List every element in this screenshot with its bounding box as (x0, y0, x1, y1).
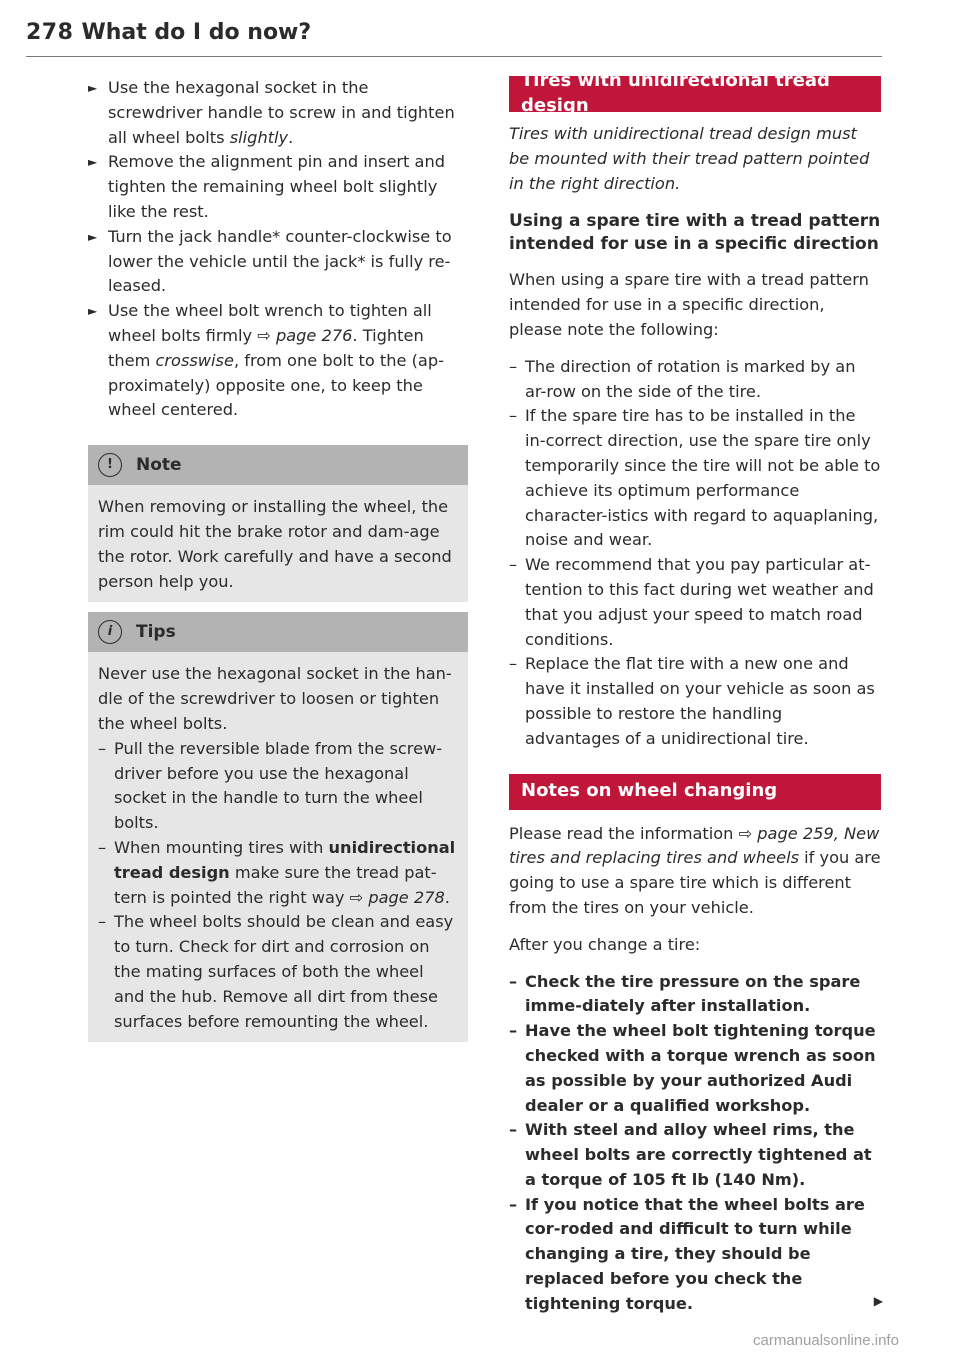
continue-arrow-icon: ▶ (873, 1293, 883, 1308)
triangle-bullet-icon: ► (88, 229, 98, 244)
note-box (88, 445, 468, 602)
page-reference-link[interactable]: ⇨ page 278 (349, 887, 445, 907)
tips-intro: Never use the hexagonal socket in the han-dle of the screwdriver to loosen or tighten the wheel bolts. (98, 664, 452, 733)
triangle-bullet-icon: ► (88, 81, 98, 95)
tips-title: Tips (136, 621, 176, 642)
list-item: – With steel and alloy wheel rims, the wheel bolts are correctly tightened at a torque of 105 ft lb (140 Nm). (509, 1120, 872, 1189)
paragraph: When using a spare tire with a tread pattern intended for use in a specific direction, please note the following: (509, 270, 869, 339)
list-item: – The direction of rotation is marked by an ar-row on the side of the tire. (509, 356, 856, 401)
note-title: Note (136, 454, 182, 475)
left-column (88, 76, 468, 1042)
note-text: When removing or installing the wheel, the rim could hit the brake rotor and dam-age the rotor. Work carefully and have a second person help you. (98, 497, 452, 591)
list-item: – If the spare tire has to be installed in the in-correct direction, use the spare tire only temporarily since the tire will not be able to achieve its optimum performance character-istics with regard to aquaplaning, noise and wear. (509, 406, 881, 550)
triangle-bullet-icon: ► (88, 155, 98, 170)
step-item: ► Remove the alignment pin and insert and tighten the remaining wheel bolt slightly like the rest. (88, 152, 446, 221)
paragraph: After you change a tire: (509, 934, 701, 954)
dash-list (509, 970, 881, 1317)
paragraph: Please read the information ⇨ page 259, New tires and replacing tires and wheels if you are going to use a spare tire which is different from the tires on your vehicle. (509, 823, 881, 917)
tips-item: – Pull the reversible blade from the screw-driver before you use the hexagonal socket in the handle to turn the wheel bolts. (98, 738, 443, 833)
list-item: – Check the tire pressure on the spare imme-diately after installation. (509, 971, 861, 1016)
page-header (26, 20, 882, 57)
triangle-bullet-icon: ► (88, 304, 98, 319)
note-body (88, 485, 468, 602)
dash-list (509, 355, 881, 752)
info-icon: i (98, 620, 122, 644)
list-item: – Replace the flat tire with a new one and have it installed on your vehicle as soon as possible to restore the handling advantages of a unidirectional tire. (509, 654, 875, 748)
chapter-title: What do I do now? (81, 20, 312, 45)
tips-body (88, 652, 468, 1042)
step-item: ► Use the hexagonal socket in the screwdriver handle to screw in and tighten all wheel bolts slightly. (88, 78, 455, 147)
section-heading-wheel-changing: Notes on wheel changing (509, 774, 881, 810)
tips-item: – The wheel bolts should be clean and easy to turn. Check for dirt and corrosion on the mating surfaces of both the wheel and the hub. Remove all dirt from these surfaces before remounting the wheel. (98, 912, 454, 1031)
list-item: – If you notice that the wheel bolts are cor-roded and difficult to turn while changing a tire, they should be replaced before you check the tightening torque. (509, 1194, 865, 1313)
step-item: ► Use the wheel bolt wrench to tighten all wheel bolts firmly ⇨ page 276. Tighten them crosswise, from one bolt to the (ap-proximately) opposite one, to keep the wheel centered. (88, 301, 444, 420)
section-intro: Tires with unidirectional tread design must be mounted with their tread pattern pointed in the right direction. (509, 124, 870, 193)
page-number: 278 (26, 20, 74, 45)
list-item: – Have the wheel bolt tightening torque checked with a torque wrench as soon as possible by your authorized Audi dealer or a qualified workshop. (509, 1021, 876, 1115)
step-item: ► Turn the jack handle* counter-clockwise to lower the vehicle until the jack* is fully re-leased. (88, 226, 452, 296)
watermark: carmanualsonline.info (753, 1332, 899, 1349)
tips-item: – When mounting tires with unidirectional tread design make sure the tread pat-tern is pointed the right way ⇨ page 278. (98, 837, 456, 907)
tips-box (88, 612, 468, 1042)
warning-icon: ! (98, 453, 122, 477)
page-reference-link[interactable]: ⇨ page 259, New tires and replacing tires and wheels (509, 823, 880, 868)
page-reference-link[interactable]: ⇨ page 276 (257, 325, 353, 345)
section-heading-tread-design: Tires with unidirectional tread design (509, 76, 881, 112)
subheading: Using a spare tire with a tread pattern intended for use in a specific direction (509, 211, 881, 255)
note-header (88, 445, 468, 485)
right-column (509, 70, 883, 1317)
tips-header (88, 612, 468, 652)
list-item: – We recommend that you pay particular at-tention to this fact during wet weather and that you adjust your speed to match road conditions. (509, 555, 874, 649)
